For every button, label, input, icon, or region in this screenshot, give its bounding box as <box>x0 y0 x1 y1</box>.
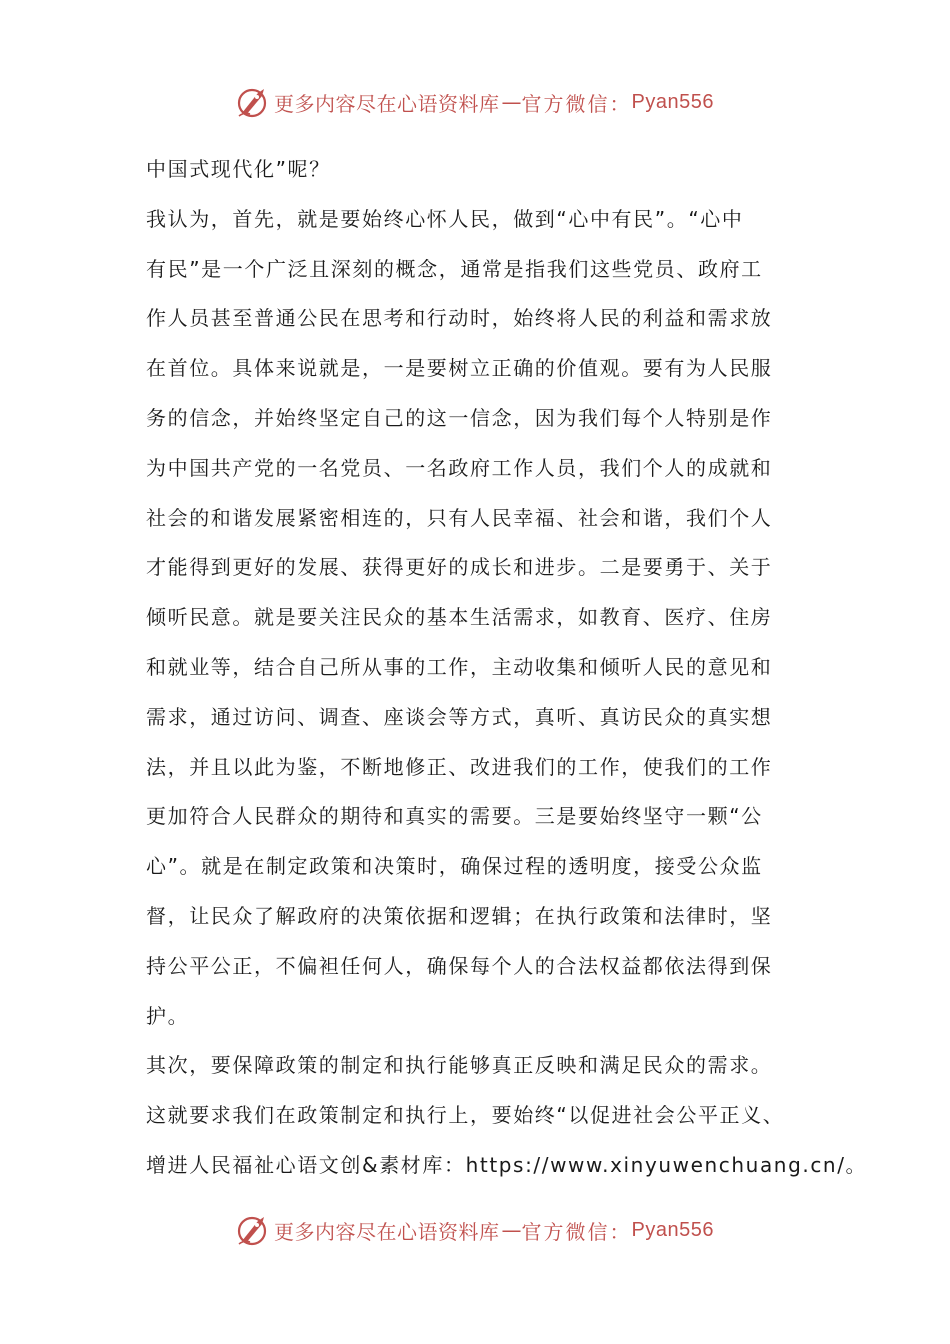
pen-nib-circle-icon <box>236 1213 270 1247</box>
text-line: 作人员甚至普通公民在思考和行动时，始终将人民的利益和需求放 <box>146 306 773 331</box>
banner-label: 官方微信： <box>521 1219 632 1244</box>
banner-brand: 更多内容尽在心语资料库 <box>274 1219 500 1244</box>
text-line: 持公平公正，不偏袒任何人，确保每个人的合法权益都依法得到保 <box>146 953 773 978</box>
text-line: 和就业等，结合自己所从事的工作，主动收集和倾听人民的意见和 <box>146 654 773 679</box>
text-line: 有民”是一个广泛且深刻的概念，通常是指我们这些党员、政府工 <box>146 256 763 281</box>
text-line: 倾听民意。就是要关注民众的基本生活需求，如教育、医疗、住房 <box>146 605 773 630</box>
banner-separator: — <box>501 90 520 114</box>
banner-label: 官方微信： <box>521 91 632 116</box>
text-line: 需求，通过访问、调查、座谈会等方式，真听、真访民众的真实想 <box>146 704 773 729</box>
text-line: 务的信念，并始终坚定自己的这一信念，因为我们每个人特别是作 <box>146 405 773 430</box>
text-line: 护。 <box>146 1003 190 1028</box>
banner-brand: 更多内容尽在心语资料库 <box>274 91 500 116</box>
text-line: 为中国共产党的一名党员、一名政府工作人员，我们个人的成就和 <box>146 455 773 480</box>
text-line: 法，并且以此为鉴，不断地修正、改进我们的工作，使我们的工作 <box>146 754 773 779</box>
header-banner <box>0 82 950 122</box>
text-line: 其次，要保障政策的制定和执行能够真正反映和满足民众的需求。 <box>146 1053 773 1078</box>
text-line: 心”。就是在制定政策和决策时，确保过程的透明度，接受公众监 <box>146 854 763 879</box>
banner-separator: — <box>501 1218 520 1242</box>
text-line: 在首位。具体来说就是，一是要树立正确的价值观。要有为人民服 <box>146 356 773 381</box>
text-line: 才能得到更好的发展、获得更好的成长和进步。二是要勇于、关于 <box>146 555 773 580</box>
text-line: 增进人民福祉心语文创&素材库：https://www.xinyuwenchuang.cn/。 <box>146 1152 868 1177</box>
banner-wechat-id: Pyan556 <box>631 1218 714 1241</box>
text-line: 督，让民众了解政府的决策依据和逻辑；在执行政策和法律时，坚 <box>146 903 773 928</box>
text-line: 中国式现代化”呢？ <box>146 157 331 181</box>
text-line: 我认为，首先，就是要始终心怀人民，做到“心中有民”。“心中 <box>146 206 744 231</box>
document-body <box>146 145 868 1191</box>
text-line: 社会的和谐发展紧密相连的，只有人民幸福、社会和谐，我们个人 <box>146 505 773 530</box>
footer-banner <box>0 1210 950 1250</box>
text-line: 更加符合人民群众的期待和真实的需要。三是要始终坚守一颗“公 <box>146 804 763 829</box>
pen-nib-circle-icon <box>236 85 270 119</box>
text-line: 这就要求我们在政策制定和执行上，要始终“以促进社会公平正义、 <box>146 1103 785 1128</box>
banner-wechat-id: Pyan556 <box>631 90 714 113</box>
